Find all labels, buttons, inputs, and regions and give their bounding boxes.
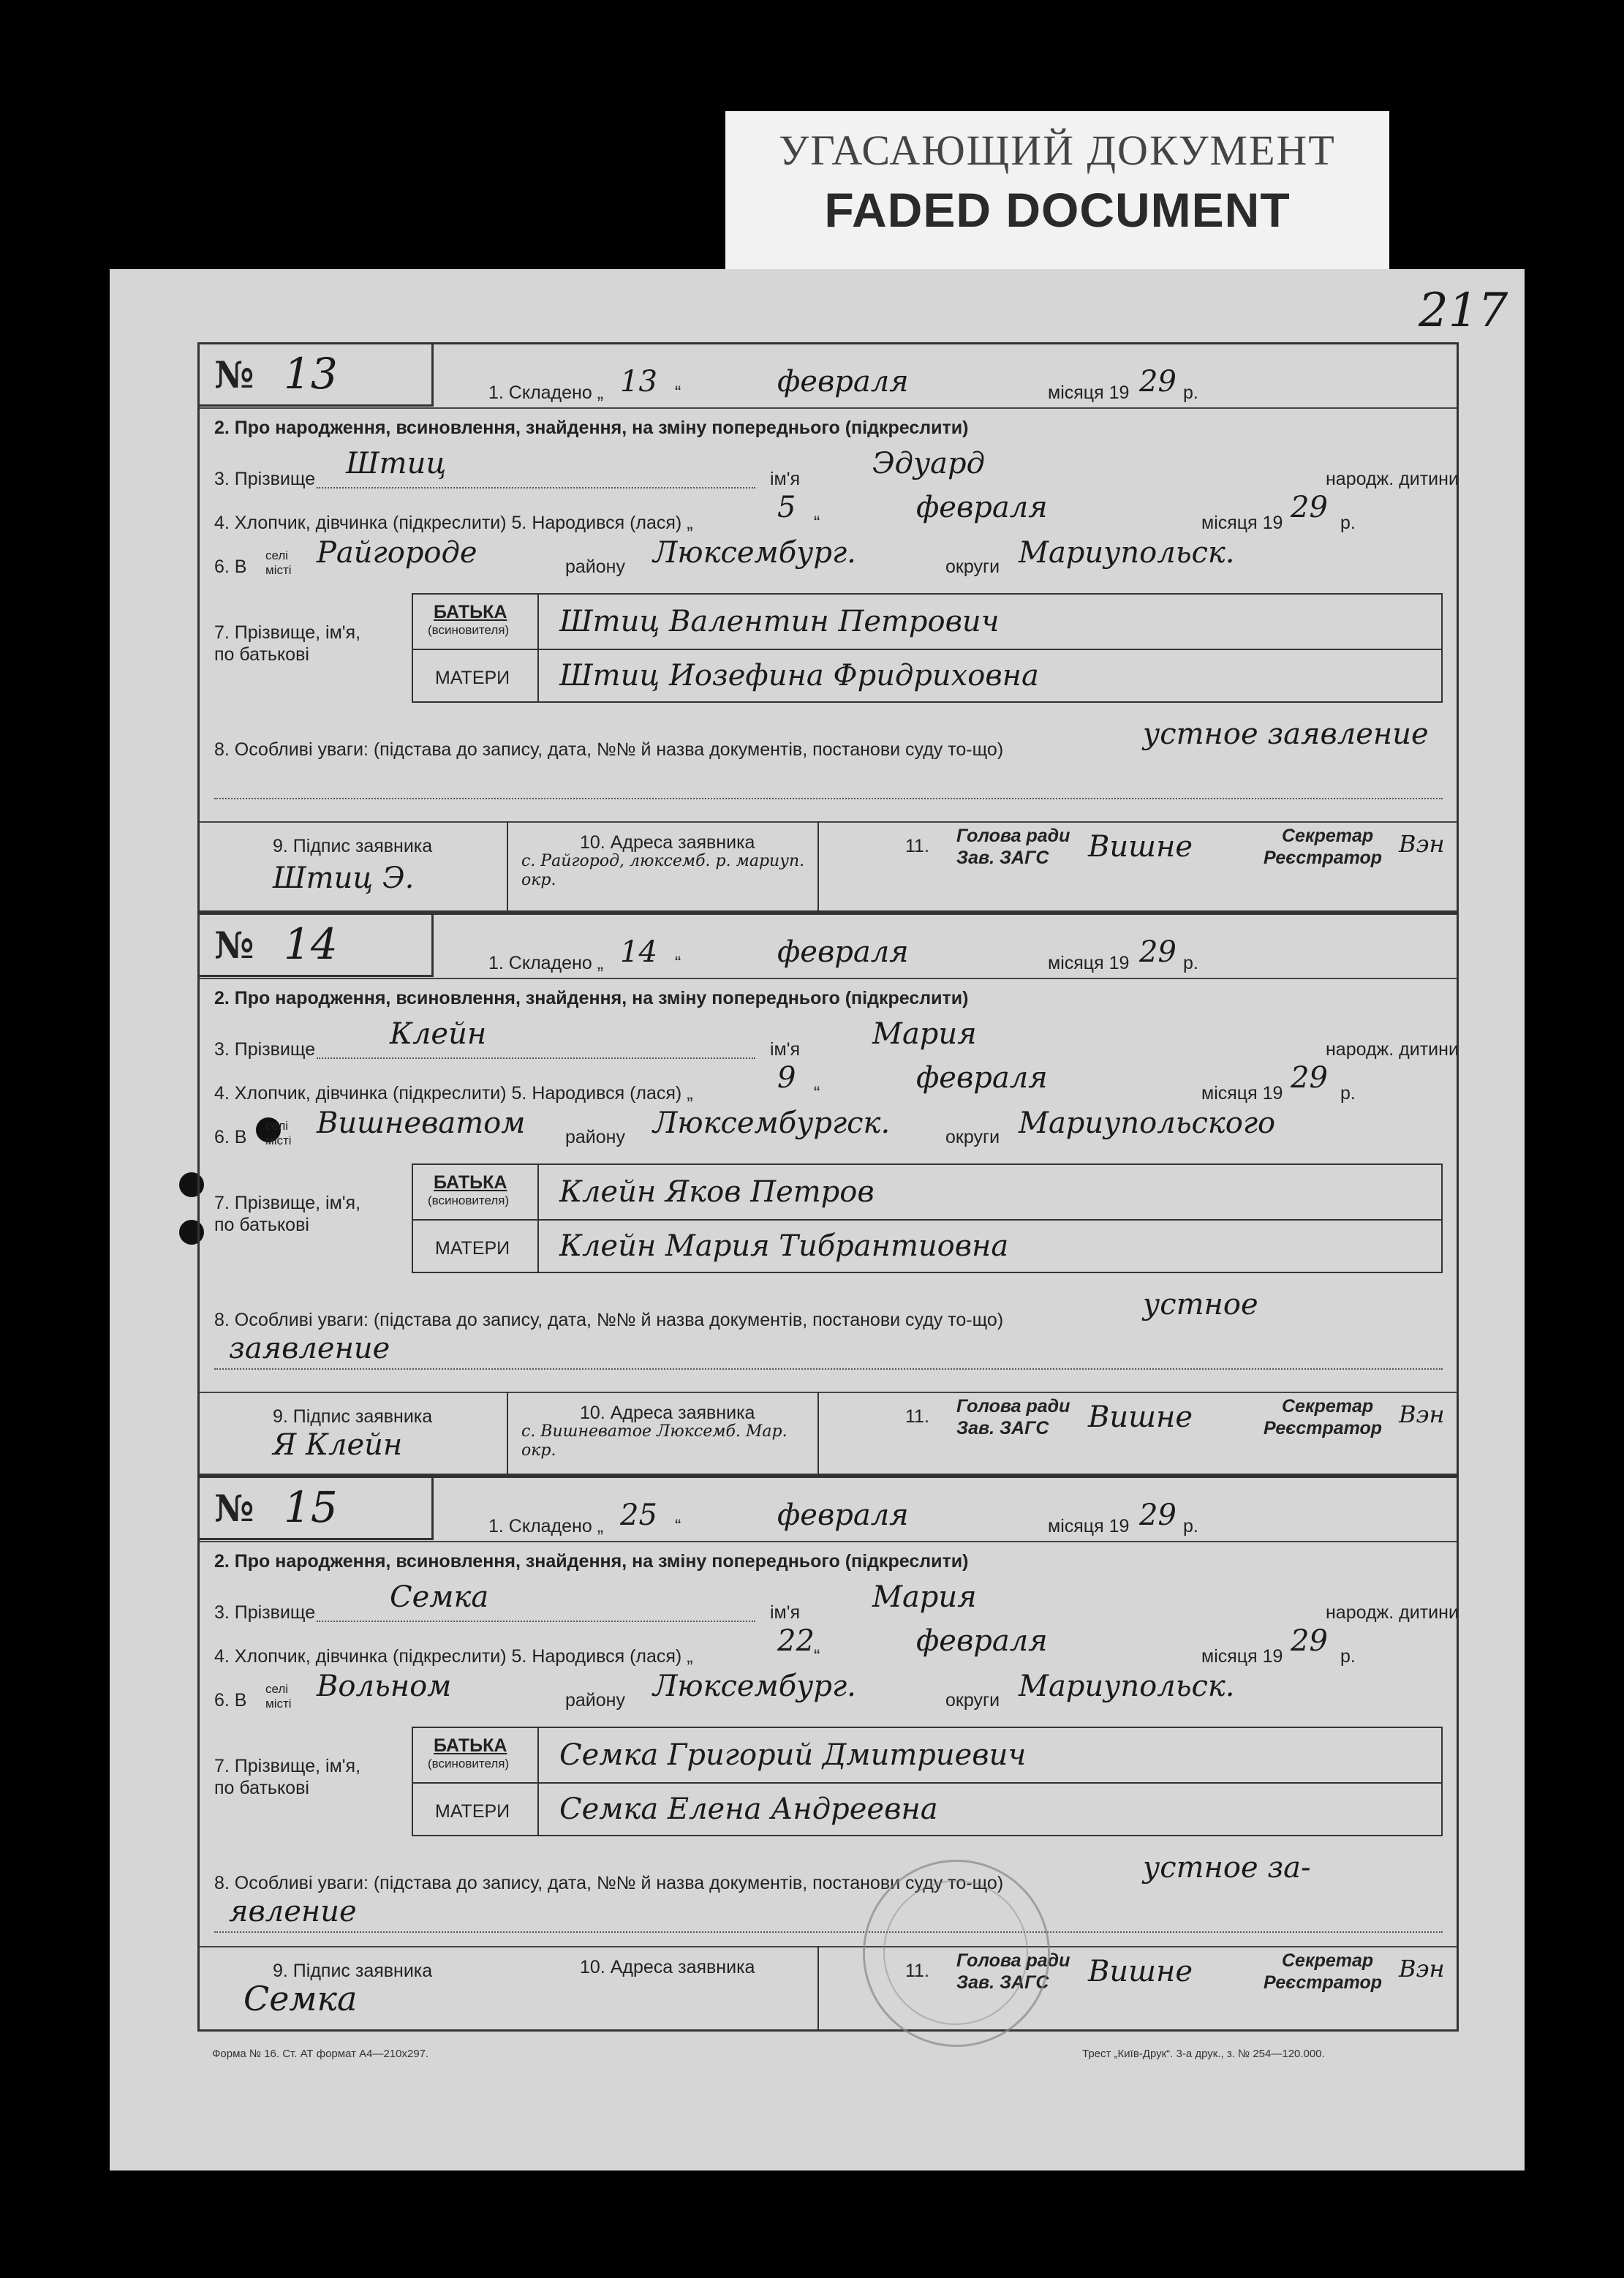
mother-name: Штиц Иозефина Фридриховна xyxy=(559,659,1039,693)
f3-label: 3. Прізвище xyxy=(214,1039,316,1060)
f6-village: селі xyxy=(265,1119,289,1133)
father-label: БАТЬКА xyxy=(434,1735,507,1756)
secretary-label: Секретар xyxy=(1282,826,1374,846)
f7-label-b: по батькові xyxy=(214,1778,309,1798)
record-number-box xyxy=(200,344,434,407)
father-label: БАТЬКА xyxy=(434,1172,507,1193)
mother-label: МАТЕРИ xyxy=(435,668,510,688)
zags-label: Зав. ЗАГС xyxy=(956,1972,1049,1993)
month: февраля xyxy=(777,365,909,399)
f1-label: 1. Складено „ xyxy=(488,1516,604,1536)
month: февраля xyxy=(777,1498,909,1532)
f1-month-label: місяця 19 xyxy=(1048,953,1130,973)
f11-label: 11. xyxy=(905,1406,929,1427)
f6-label: 6. В xyxy=(214,1127,247,1147)
mother-name: Семка Елена Андреевна xyxy=(559,1792,938,1826)
f3-end: народж. дитини xyxy=(1326,1602,1459,1623)
mother-name: Клейн Мария Тибрантиовна xyxy=(559,1229,1009,1263)
first-name: Мария xyxy=(872,1017,977,1051)
birth-day: 5 xyxy=(777,491,796,524)
f6-town: місті xyxy=(265,563,292,577)
f6-village: селі xyxy=(265,548,289,562)
f1-year-end: р. xyxy=(1183,1516,1198,1536)
district: Люксембург. xyxy=(653,536,856,570)
f6-district: району xyxy=(565,1127,625,1147)
parents-box xyxy=(412,1727,1443,1836)
father-sub: (всиновителя) xyxy=(428,1757,510,1770)
mother-label: МАТЕРИ xyxy=(435,1801,510,1822)
month: февраля xyxy=(777,935,909,969)
f1-label: 1. Складено „ xyxy=(488,382,604,403)
record-number: 15 xyxy=(284,1482,338,1532)
f10-label: 10. Адреса заявника xyxy=(580,832,755,853)
father-name: Семка Григорий Дмитриевич xyxy=(559,1738,1027,1772)
father-name: Клейн Яков Петров xyxy=(559,1175,875,1209)
f6-village: селі xyxy=(265,1682,289,1696)
f1-month-label: місяця 19 xyxy=(1048,1516,1130,1536)
f4-mid: “ xyxy=(814,1646,820,1667)
no-label: № xyxy=(214,1487,254,1530)
f9-label: 9. Підпис заявника xyxy=(273,836,433,856)
f6-town: місті xyxy=(265,1697,292,1711)
footer-right: Трест „Київ-Друк“. 3-а друк., з. № 254—120.000. xyxy=(1082,2048,1325,2060)
f3-label: 3. Прізвище xyxy=(214,1602,316,1623)
applicant-address: с. Вишневатое Люксемб. Мар. окр. xyxy=(521,1422,788,1460)
f4-label: 4. Хлопчик, дівчинка (підкреслити) 5. Народився (лася) „ xyxy=(214,513,693,533)
secretary-label: Секретар xyxy=(1282,1950,1374,1971)
f6-okrug: округи xyxy=(945,1127,1000,1147)
f2-label: 2. Про народження, всиновлення, знайдення, на зміну попереднього (підкреслити) xyxy=(214,988,969,1008)
zags-label: Зав. ЗАГС xyxy=(956,848,1049,868)
f8-label: 8. Особливі уваги: (підстава до запису, дата, №№ й назва документів, постанови суду то-що) xyxy=(214,1310,1004,1330)
faded-document-label xyxy=(725,111,1389,276)
surname: Семка xyxy=(390,1580,489,1614)
document-sheet xyxy=(110,269,1525,2170)
f2-label: 2. Про народження, всиновлення, знайдення, на зміну попереднього (підкреслити) xyxy=(214,418,969,438)
signature-row xyxy=(200,1946,1457,2030)
place: Райгороде xyxy=(317,536,477,570)
district: Люксембург. xyxy=(653,1670,856,1703)
first-name: Эдуард xyxy=(872,447,985,480)
record-15 xyxy=(197,1476,1459,2032)
birth-year: 29 xyxy=(1291,1624,1328,1658)
f1-mid: “ xyxy=(675,953,681,973)
f11-label: 11. xyxy=(905,836,929,856)
f7-label: 7. Прізвище, ім'я, xyxy=(214,622,361,643)
f7-label: 7. Прізвище, ім'я, xyxy=(214,1756,361,1776)
district: Люксембургск. xyxy=(653,1106,891,1140)
f4-end: р. xyxy=(1340,1646,1356,1667)
f4-month-label: місяця 19 xyxy=(1201,1646,1283,1667)
no-label: № xyxy=(214,353,254,396)
signature-row xyxy=(200,1392,1457,1476)
f6-district: району xyxy=(565,557,625,577)
f1-mid: “ xyxy=(675,382,681,403)
f8-label: 8. Особливі уваги: (підстава до запису, дата, №№ й назва документів, постанови суду то-що) xyxy=(214,1873,1004,1893)
applicant-signature: Штиц Э. xyxy=(273,861,415,895)
f7-label-b: по батькові xyxy=(214,644,309,665)
f10-label: 10. Адреса заявника xyxy=(580,1957,755,1977)
birth-month: февраля xyxy=(916,491,1048,524)
parents-box xyxy=(412,1163,1443,1273)
notes: устное за- xyxy=(1143,1851,1311,1885)
f1-year-end: р. xyxy=(1183,953,1198,973)
father-label: БАТЬКА xyxy=(434,602,507,622)
parents-box xyxy=(412,593,1443,703)
birth-day: 22 xyxy=(777,1624,815,1658)
record-number-box xyxy=(200,915,434,977)
f1-year-end: р. xyxy=(1183,382,1198,403)
f3-label: 3. Прізвище xyxy=(214,469,316,489)
applicant-signature: Я Клейн xyxy=(273,1428,403,1462)
f4-mid: “ xyxy=(814,1083,820,1104)
f6-district: району xyxy=(565,1690,625,1711)
birth-year: 29 xyxy=(1291,1061,1328,1095)
year: 29 xyxy=(1139,1498,1177,1532)
f4-label: 4. Хлопчик, дівчинка (підкреслити) 5. Народився (лася) „ xyxy=(214,1083,693,1104)
f3-name-label: ім'я xyxy=(770,1602,801,1623)
year: 29 xyxy=(1139,935,1177,969)
first-name: Мария xyxy=(872,1580,977,1614)
record-14 xyxy=(197,913,1459,1476)
registrar-signature: Вэн xyxy=(1399,830,1445,858)
record-number-box xyxy=(200,1478,434,1540)
f3-name-label: ім'я xyxy=(770,469,801,489)
f6-label: 6. В xyxy=(214,1690,247,1711)
f6-town: місті xyxy=(265,1134,292,1147)
f4-month-label: місяця 19 xyxy=(1201,513,1283,533)
notes: устное заявление xyxy=(1143,717,1429,751)
f7-label: 7. Прізвище, ім'я, xyxy=(214,1193,361,1213)
registrar-signature: Вэн xyxy=(1399,1955,1445,1983)
record-13 xyxy=(197,342,1459,913)
f2-label: 2. Про народження, всиновлення, знайдення, на зміну попереднього (підкреслити) xyxy=(214,1551,969,1572)
f7-label-b: по батькові xyxy=(214,1215,309,1235)
signature-row xyxy=(200,821,1457,913)
registrar-label: Реєстратор xyxy=(1264,1418,1383,1438)
f11-label: 11. xyxy=(905,1961,929,1981)
day: 14 xyxy=(620,935,657,969)
applicant-address: с. Райгород, люксемб. р. мариуп. окр. xyxy=(521,852,805,889)
place: Вольном xyxy=(317,1670,452,1703)
page-number: 217 xyxy=(1419,284,1508,338)
father-sub: (всиновителя) xyxy=(428,623,510,637)
label-en: FADED DOCUMENT xyxy=(824,183,1291,237)
registrar-label: Реєстратор xyxy=(1264,1972,1383,1993)
round-stamp xyxy=(863,1860,1050,2047)
f6-okrug: округи xyxy=(945,557,1000,577)
head-signature: Вишне xyxy=(1088,830,1193,864)
f6-okrug: округи xyxy=(945,1690,1000,1711)
f10-label: 10. Адреса заявника xyxy=(580,1403,755,1423)
mother-label: МАТЕРИ xyxy=(435,1238,510,1259)
f9-label: 9. Підпис заявника xyxy=(273,1406,433,1427)
f8-label: 8. Особливі уваги: (підстава до запису, дата, №№ й назва документів, постанови суду то-що) xyxy=(214,739,1004,760)
record-number: 13 xyxy=(284,349,338,399)
head-signature: Вишне xyxy=(1088,1955,1193,1988)
registrar-signature: Вэн xyxy=(1399,1400,1445,1428)
birth-month: февраля xyxy=(916,1061,1048,1095)
birth-year: 29 xyxy=(1291,491,1328,524)
father-sub: (всиновителя) xyxy=(428,1193,510,1207)
f4-end: р. xyxy=(1340,1083,1356,1104)
f3-name-label: ім'я xyxy=(770,1039,801,1060)
f4-label: 4. Хлопчик, дівчинка (підкреслити) 5. Народився (лася) „ xyxy=(214,1646,693,1667)
father-name: Штиц Валентин Петрович xyxy=(559,605,1000,638)
f3-end: народж. дитини xyxy=(1326,469,1459,489)
place: Вишневатом xyxy=(317,1106,526,1140)
day: 13 xyxy=(620,365,657,399)
birth-day: 9 xyxy=(777,1061,796,1095)
notes: устное xyxy=(1143,1288,1258,1321)
f4-end: р. xyxy=(1340,513,1356,533)
head-label: Голова ради xyxy=(956,1396,1070,1417)
zags-label: Зав. ЗАГС xyxy=(956,1418,1049,1438)
head-label: Голова ради xyxy=(956,826,1070,846)
label-ru: УГАСАЮЩИЙ ДОКУМЕНТ xyxy=(779,127,1336,174)
f1-label: 1. Складено „ xyxy=(488,953,604,973)
applicant-signature: Семка xyxy=(243,1979,358,2018)
year: 29 xyxy=(1139,365,1177,399)
okrug: Мариупольск. xyxy=(1019,536,1235,570)
head-label: Голова ради xyxy=(956,1950,1070,1971)
notes-2: явление xyxy=(229,1895,357,1928)
okrug: Мариупольского xyxy=(1019,1106,1276,1140)
record-number: 14 xyxy=(284,919,338,969)
f4-month-label: місяця 19 xyxy=(1201,1083,1283,1104)
head-signature: Вишне xyxy=(1088,1400,1193,1434)
f1-month-label: місяця 19 xyxy=(1048,382,1130,403)
no-label: № xyxy=(214,924,254,967)
surname: Штиц xyxy=(346,447,447,480)
birth-month: февраля xyxy=(916,1624,1048,1658)
notes-2: заявление xyxy=(229,1332,390,1365)
surname: Клейн xyxy=(390,1017,487,1051)
day: 25 xyxy=(620,1498,657,1532)
f3-end: народж. дитини xyxy=(1326,1039,1459,1060)
f6-label: 6. В xyxy=(214,557,247,577)
okrug: Мариупольск. xyxy=(1019,1670,1235,1703)
registrar-label: Реєстратор xyxy=(1264,848,1383,868)
footer-left: Форма № 16. Ст. АТ формат А4—210х297. xyxy=(212,2048,429,2060)
secretary-label: Секретар xyxy=(1282,1396,1374,1417)
f4-mid: “ xyxy=(814,513,820,533)
f1-mid: “ xyxy=(675,1516,681,1536)
f9-label: 9. Підпис заявника xyxy=(273,1961,433,1981)
